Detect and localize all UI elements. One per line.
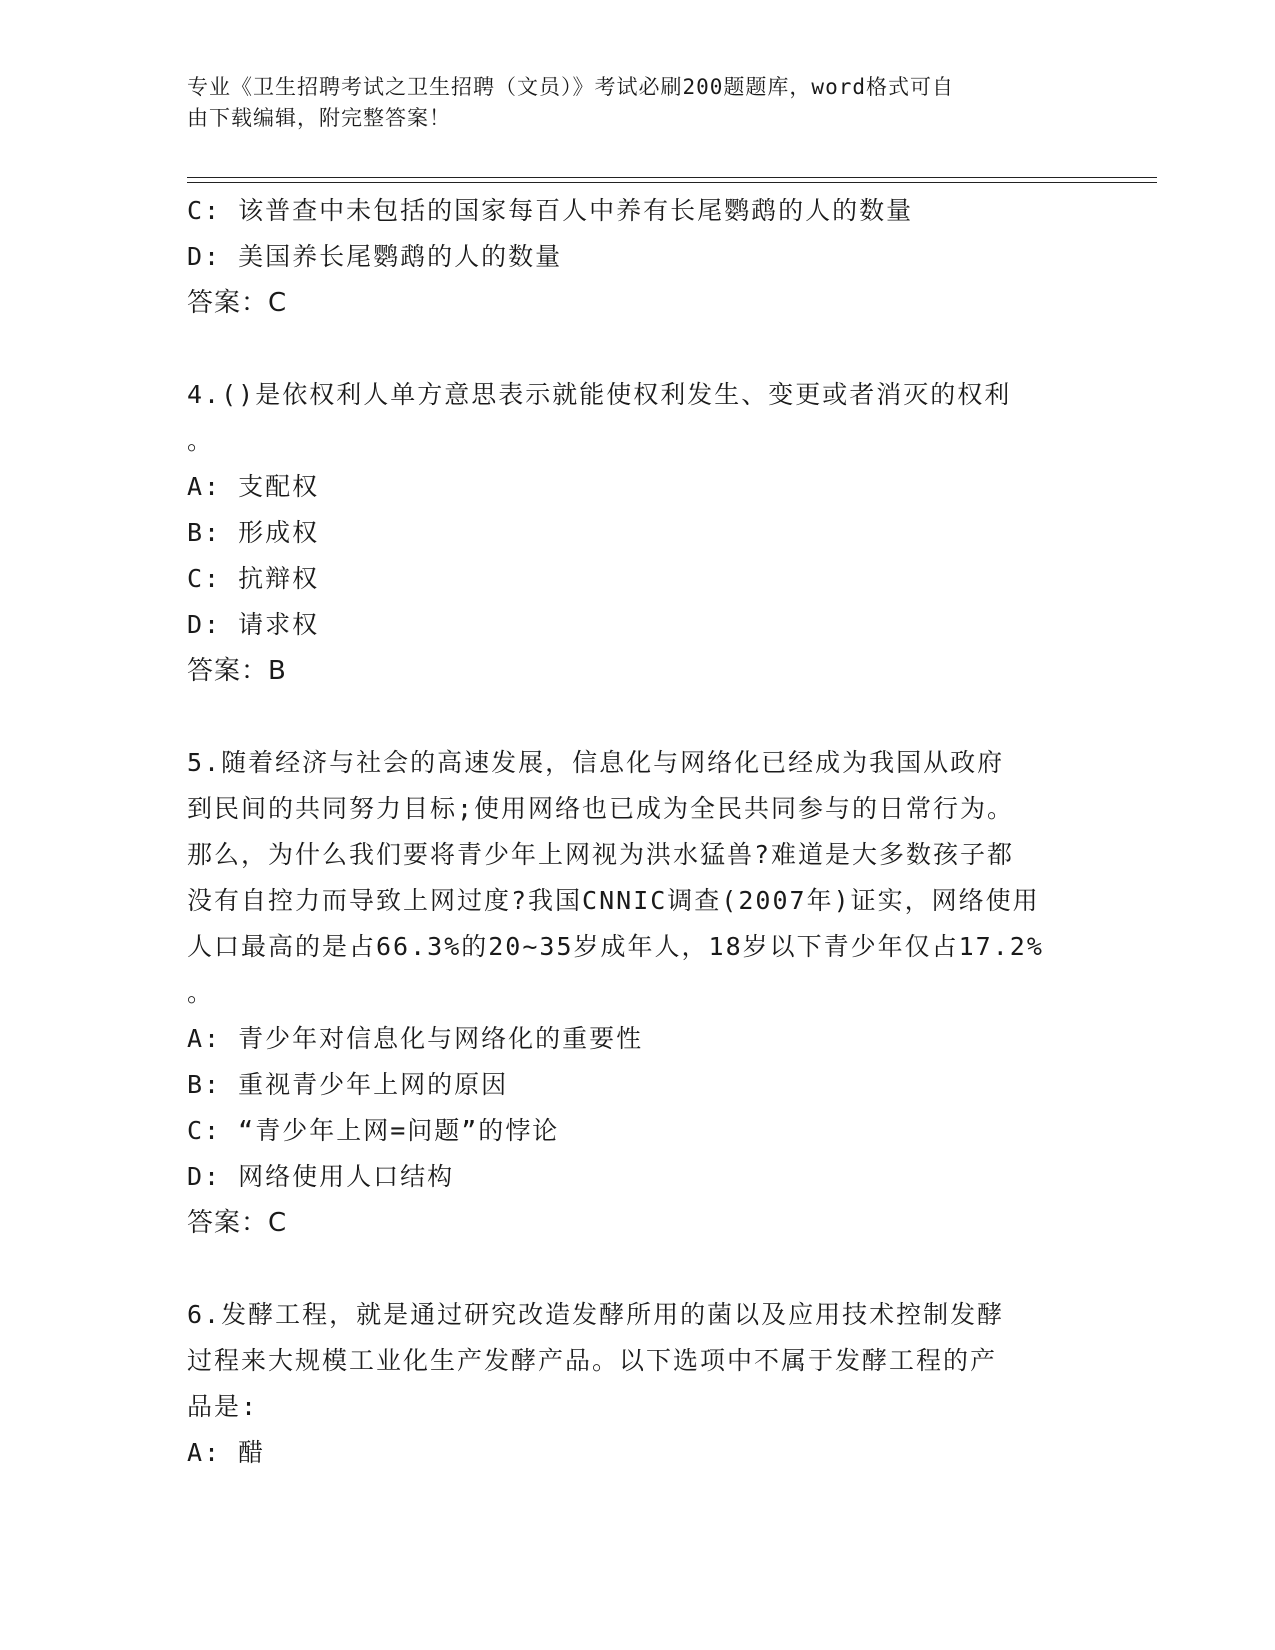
q5-question-text — [187, 740, 1087, 1016]
q5-text-line: 没有自控力而导致上网过度?我国CNNIC调查(2007年)证实，网络使用 — [187, 886, 1040, 915]
q3-option-c: C: 该普查中未包括的国家每百人中养有长尾鹦鹉的人的数量 — [187, 196, 914, 225]
header-line-2: 由下载编辑，附完整答案！ — [187, 106, 451, 130]
q5-text-line: 人口最高的是占66.3%的20~35岁成年人，18岁以下青少年仅占17.2% — [187, 932, 1044, 961]
q4-option-a: A: 支配权 — [187, 472, 320, 501]
q6-text-line: 品是: — [187, 1392, 259, 1421]
q4-answer: 答案：B — [187, 656, 287, 686]
q5-answer: 答案：C — [187, 1208, 288, 1238]
document-header — [187, 72, 1067, 134]
spacer — [187, 1246, 1087, 1292]
q6-text-line: 6.发酵工程，就是通过研究改造发酵所用的菌以及应用技术控制发酵 — [187, 1300, 1005, 1329]
q5-option-d: D: 网络使用人口结构 — [187, 1162, 455, 1191]
q6-text-line: 过程来大规模工业化生产发酵产品。以下选项中不属于发酵工程的产 — [187, 1346, 998, 1375]
q4-option-c: C: 抗辩权 — [187, 564, 320, 593]
q5-text-line: 到民间的共同努力目标;使用网络也已成为全民共同参与的日常行为。 — [187, 794, 1015, 823]
header-line-1: 专业《卫生招聘考试之卫生招聘（文员）》考试必刷200题题库，word格式可自 — [187, 75, 954, 99]
q3-answer: 答案：C — [187, 288, 288, 318]
q4-text-line: 4.()是依权利人单方意思表示就能使权利发生、变更或者消灭的权利 — [187, 380, 1012, 409]
header-divider-top — [187, 177, 1157, 178]
q6-option-a: A: 醋 — [187, 1438, 266, 1467]
q4-option-d: D: 请求权 — [187, 610, 320, 639]
q5-text-line: 5.随着经济与社会的高速发展，信息化与网络化已经成为我国从政府 — [187, 748, 1005, 777]
spacer — [187, 326, 1087, 372]
q4-text-line: 。 — [187, 426, 215, 455]
q6-question-text — [187, 1292, 1087, 1430]
q3-option-d: D: 美国养长尾鹦鹉的人的数量 — [187, 242, 563, 271]
q5-option-b: B: 重视青少年上网的原因 — [187, 1070, 509, 1099]
q5-option-a: A: 青少年对信息化与网络化的重要性 — [187, 1024, 644, 1053]
q5-text-line: 。 — [187, 978, 215, 1007]
header-divider-bottom — [187, 182, 1157, 183]
q4-option-b: B: 形成权 — [187, 518, 320, 547]
q4-question-text — [187, 372, 1087, 464]
q5-option-c: C: “青少年上网=问题”的悖论 — [187, 1116, 560, 1145]
question-content — [187, 188, 1087, 1476]
q5-text-line: 那么，为什么我们要将青少年上网视为洪水猛兽?难道是大多数孩子都 — [187, 840, 1015, 869]
spacer — [187, 694, 1087, 740]
